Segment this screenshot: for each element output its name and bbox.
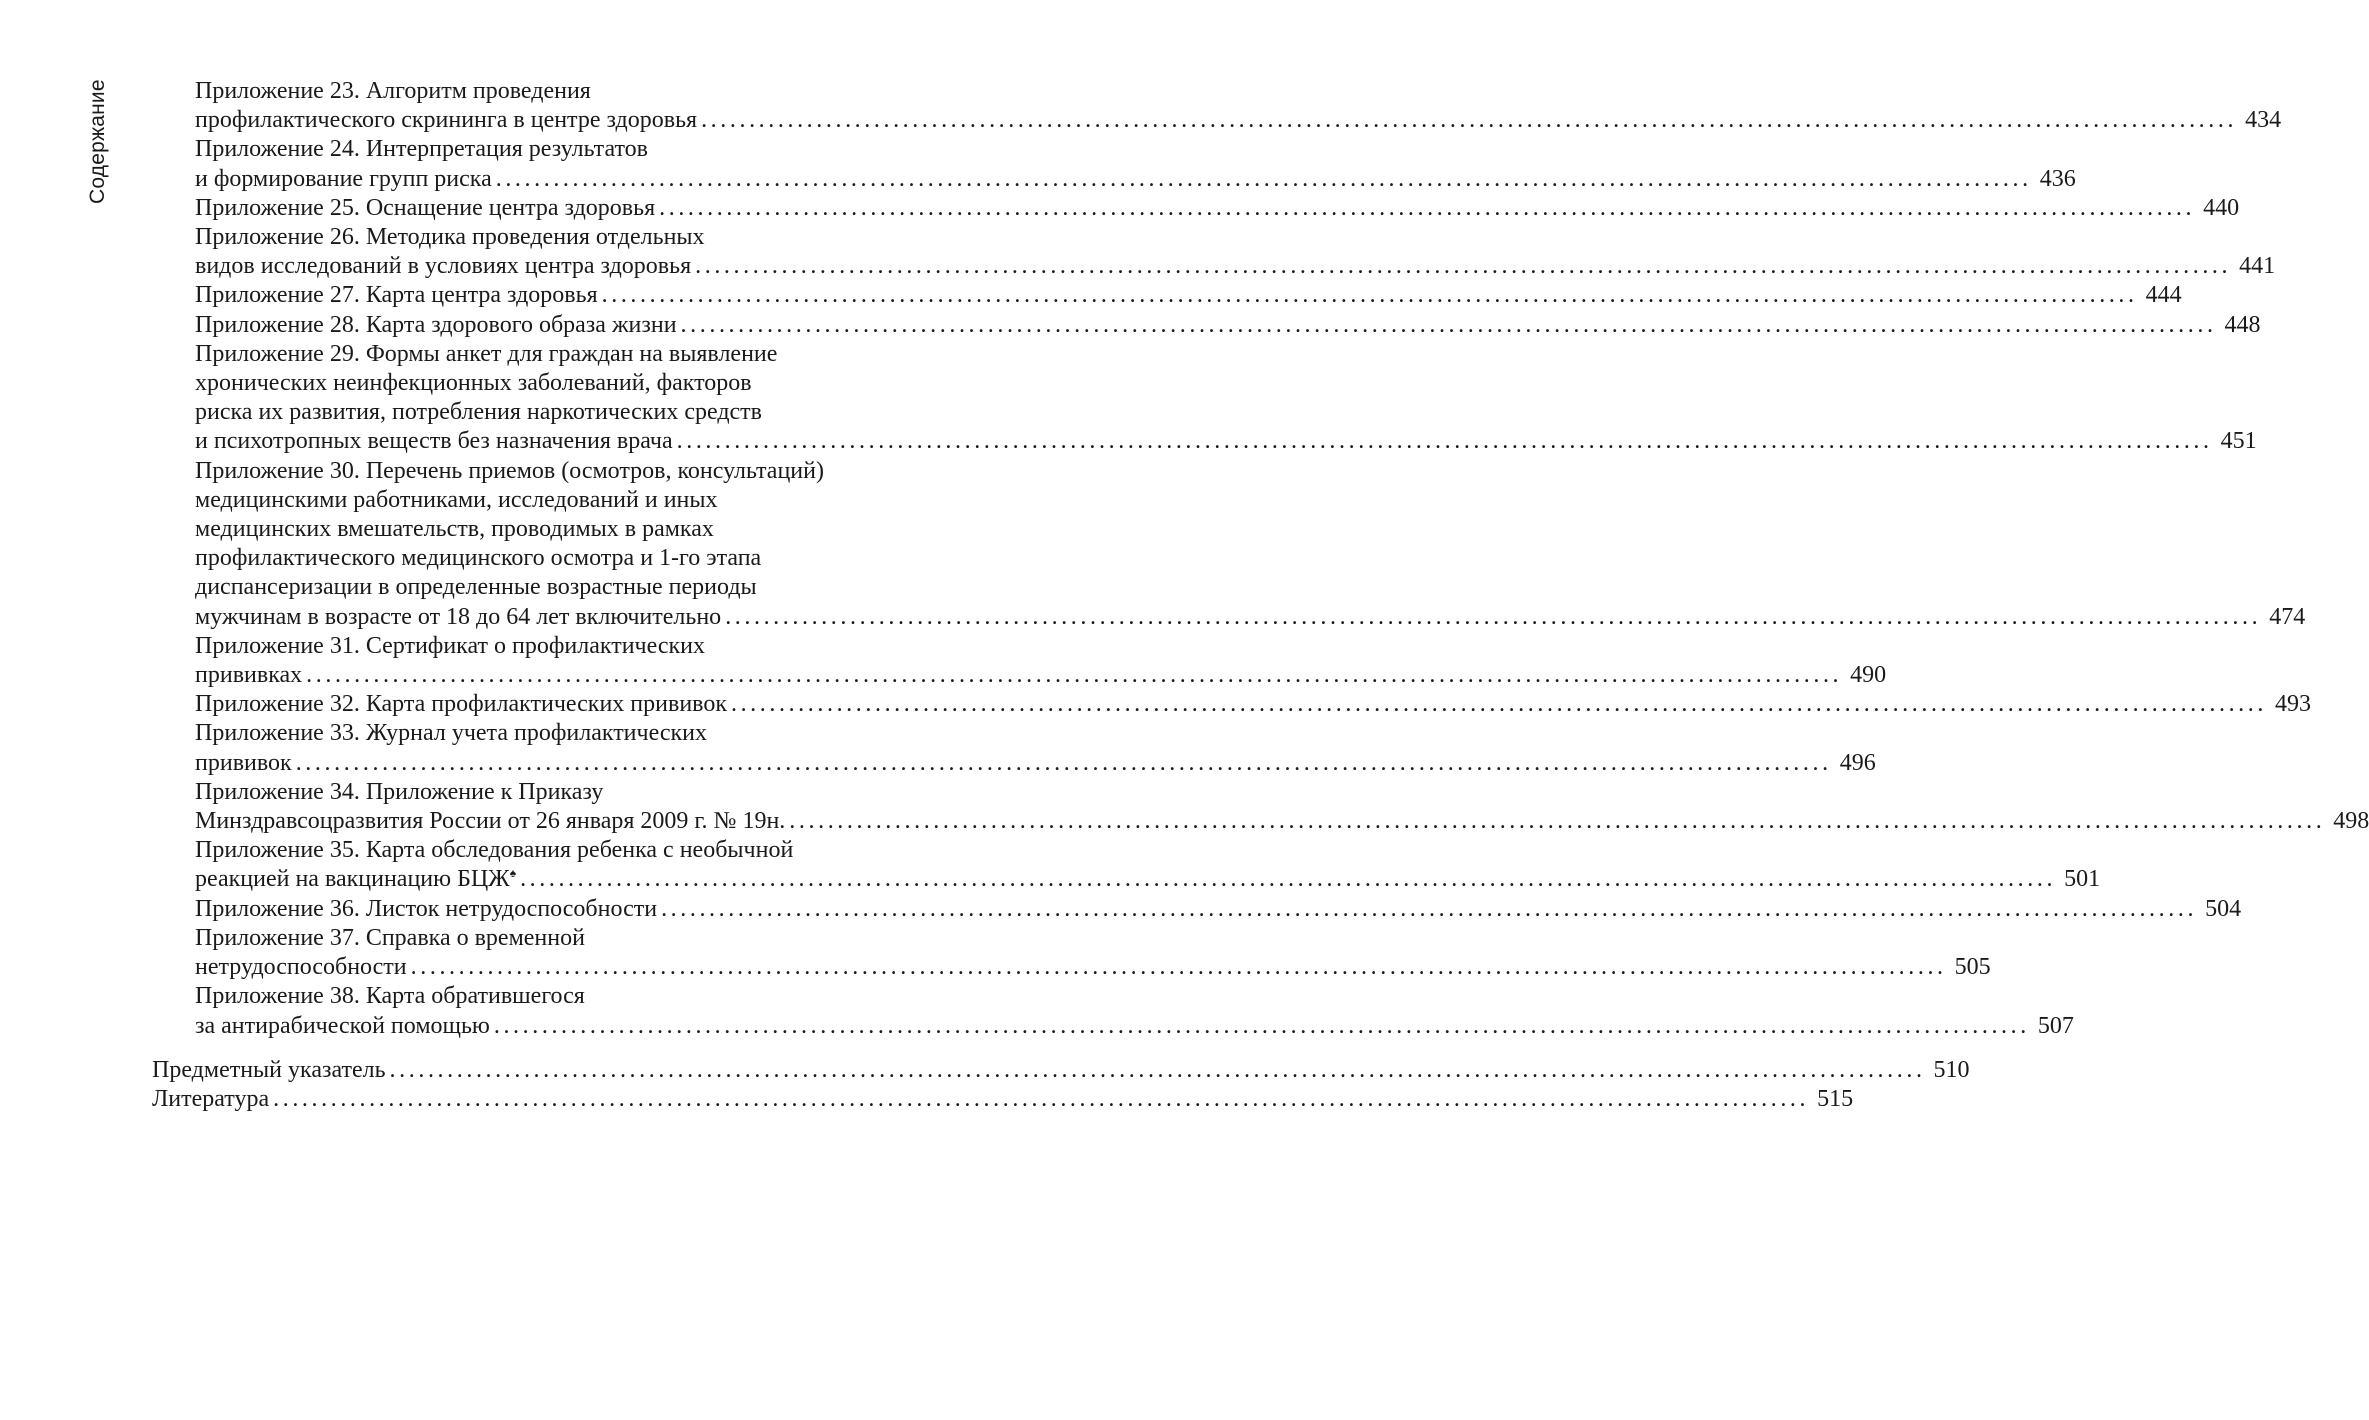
toc-entry-last-line [195,661,1887,690]
toc-dot-leader: ................................................................................................................................................................ [695,253,2232,280]
toc-entry-last-line [195,895,2242,924]
toc-entry-title-line: профилактического медицинского осмотра и 1-го этапа [195,545,762,572]
toc-entry-last-line [195,603,2306,632]
running-header-text: Содержание [86,79,109,204]
toc-dot-leader: ................................................................................................................................................................ [495,165,2032,192]
toc-entry-title-line [152,1085,269,1114]
toc-entry-last-line [195,865,2101,894]
table-of-contents [152,77,2369,1114]
toc-entry-last-line [195,194,2240,223]
toc-entry-last-line [195,281,2182,310]
toc-entry-appendix[interactable] [152,895,2242,924]
toc-dot-leader: ................................................................................................................................................................ [661,895,2198,922]
toc-entry-title-line: медицинских вмешательств, проводимых в рамках [195,516,714,543]
toc-entry-title-line: Приложение 38. Карта обратившегося [195,983,585,1010]
toc-entry-title-line [195,252,691,281]
toc-entry-appendix[interactable] [152,690,2311,719]
toc-entry-appendix[interactable] [152,924,1991,982]
toc-entry-last-line [195,953,1991,982]
toc-entry-last-line [195,749,1876,778]
toc-dot-leader: ................................................................................................................................................................ [389,1056,1926,1083]
toc-dot-leader: ................................................................................................................................................................ [676,428,2213,455]
toc-entry-appendix[interactable] [152,457,2306,632]
toc-page-number: 496 [1839,749,1876,776]
toc-page-number: 440 [2203,194,2240,221]
toc-dot-leader: ................................................................................................................................................................ [306,662,1843,689]
toc-page-number: 451 [2220,428,2257,455]
toc-entry-last-line [195,807,2369,836]
toc-entry-title-text: прививках [195,662,303,689]
toc-entry-title-line: Приложение 33. Журнал учета профилактических [195,720,708,747]
toc-dot-leader: ................................................................................................................................................................ [295,749,1832,776]
toc-entry-title-text: Приложение 27. Карта центра здоровья [195,282,598,309]
toc-entry-appendix[interactable] [152,311,2261,340]
toc-entry-appendix[interactable] [152,982,2074,1040]
toc-page-number: 507 [2037,1012,2074,1039]
toc-entry-title-line [195,895,657,924]
toc-entry-last-line [195,690,2311,719]
toc-dot-leader: ................................................................................................................................................................ [730,691,2267,718]
toc-entry-appendix[interactable] [152,340,2257,457]
toc-dot-leader: ................................................................................................................................................................ [659,194,2196,221]
toc-entry-title-line: Приложение 26. Методика проведения отдельных [195,224,705,251]
toc-dot-leader: ................................................................................................................................................................ [410,954,1947,981]
toc-entry-title-text: реакцией на вакцинацию БЦЖ [195,866,510,893]
toc-page-number: 510 [1933,1056,1970,1083]
toc-entry-last-line [195,311,2261,340]
toc-entry-title-line [195,807,785,836]
toc-entry-title-line [195,603,721,632]
toc-page-number: 505 [1954,954,1991,981]
toc-page-number: 448 [2224,311,2261,338]
toc-entry-title-line [195,661,302,690]
toc-page-number: 490 [1850,662,1887,689]
toc-entry-title-text: и психотропных веществ без назначения врача [195,428,673,455]
toc-dot-leader: ................................................................................................................................................................ [601,282,2138,309]
toc-entry-title-line: Приложение 29. Формы анкет для граждан на выявление [195,340,778,367]
toc-entry-appendix[interactable] [152,836,2101,894]
toc-page-number: 515 [1817,1085,1854,1112]
toc-entry-title-text: Предметный указатель [152,1056,386,1083]
toc-page-number: 441 [2239,253,2276,280]
toc-entry-appendix[interactable] [152,77,2282,135]
running-header [84,79,114,204]
toc-page-number: 501 [2064,866,2101,893]
toc-entry-title-text: Минздравсоцразвития России от 26 января 2009 г. № 19н. [195,808,786,835]
toc-entry-title-text: видов исследований в условиях центра здоровья [195,253,692,280]
toc-dot-leader: ................................................................................................................................................................ [789,808,2326,835]
toc-entry-appendix[interactable] [152,719,1876,777]
toc-entry-title-line: Приложение 35. Карта обследования ребенка с необычной [195,837,794,864]
toc-entry-title-line [195,953,407,982]
spade-mark-icon: ♠ [509,866,517,881]
toc-entry-title-text: и формирование групп риска [195,165,492,192]
toc-entry-title-text: Приложение 28. Карта здорового образа жизни [195,311,677,338]
toc-entry-appendix[interactable] [152,778,2369,836]
toc-entry-title-line [195,1012,490,1041]
toc-page-number: 474 [2269,603,2306,630]
toc-entry-last-line [195,106,2282,135]
toc-dot-leader: ................................................................................................................................................................ [725,603,2262,630]
toc-dot-leader: ................................................................................................................................................................ [273,1085,1810,1112]
toc-page-number: 444 [2145,282,2182,309]
toc-entry-title-text: Приложение 32. Карта профилактических прививок [195,691,727,718]
toc-entry-title-line [195,865,516,894]
toc-entry-title-line [152,1056,386,1085]
toc-dot-leader: ................................................................................................................................................................ [520,866,2057,893]
toc-dot-leader: ................................................................................................................................................................ [701,107,2238,134]
toc-entry-title-line [195,281,598,310]
toc-entry-appendix[interactable] [152,223,2276,281]
toc-entry-title-line [195,690,727,719]
toc-entry-appendix[interactable] [152,632,1887,690]
toc-entry-title-line: медицинскими работниками, исследований и иных [195,486,718,513]
toc-entry-last-line [195,165,2076,194]
toc-entry-title-text: Приложение 25. Оснащение центра здоровья [195,194,656,221]
toc-page-number: 493 [2274,691,2311,718]
toc-entry-last-line [152,1056,1970,1085]
toc-entry-appendix[interactable] [152,281,2182,310]
toc-entry-title-line [195,106,697,135]
toc-entry-title-text: мужчинам в возрасте от 18 до 64 лет включительно [195,603,722,630]
toc-entry-title-line: Приложение 23. Алгоритм проведения [195,78,591,104]
toc-entry-section[interactable] [152,1085,1854,1114]
toc-dot-leader: ................................................................................................................................................................ [493,1012,2030,1039]
toc-entry-title-line: диспансеризации в определенные возрастные периоды [195,574,757,601]
toc-page-number: 498 [2333,808,2369,835]
toc-entry-title-line: Приложение 30. Перечень приемов (осмотров, консультаций) [195,457,824,484]
toc-page-number: 436 [2039,165,2076,192]
toc-page-number: 504 [2205,895,2242,922]
toc-entry-title-line [195,194,655,223]
toc-entry-title-line [195,427,673,456]
toc-entry-last-line [195,252,2276,281]
toc-entry-title-text: профилактического скрининга в центре здоровья [195,107,698,134]
toc-entry-title-text: Литература [152,1085,270,1112]
toc-entry-title-line [195,165,492,194]
toc-entry-title-line [195,749,292,778]
toc-entry-title-line: риска их развития, потребления наркотических средств [195,399,762,426]
toc-entry-title-line: Приложение 31. Сертификат о профилактических [195,632,706,659]
toc-entry-section[interactable] [152,1056,1970,1085]
toc-entry-title-text: Приложение 36. Листок нетрудоспособности [195,895,658,922]
toc-entry-title-line [195,311,677,340]
toc-entry-title-text: прививок [195,749,292,776]
toc-entry-last-line [152,1085,1854,1114]
toc-entry-last-line [195,427,2257,456]
toc-entry-title-line: Приложение 37. Справка о временной [195,924,585,951]
toc-entry-last-line [195,1012,2074,1041]
toc-entry-appendix[interactable] [152,135,2076,193]
toc-entry-title-text: за антирабической помощью [195,1012,490,1039]
toc-entry-title-line: хронических неинфекционных заболеваний, факторов [195,370,752,397]
toc-entry-appendix[interactable] [152,194,2240,223]
toc-entry-title-line: Приложение 34. Приложение к Приказу [195,778,604,805]
toc-dot-leader: ................................................................................................................................................................ [680,311,2217,338]
toc-entry-title-text: нетрудоспособности [195,954,407,981]
toc-entry-title-line: Приложение 24. Интерпретация результатов [195,136,648,163]
toc-page-number: 434 [2245,107,2282,134]
